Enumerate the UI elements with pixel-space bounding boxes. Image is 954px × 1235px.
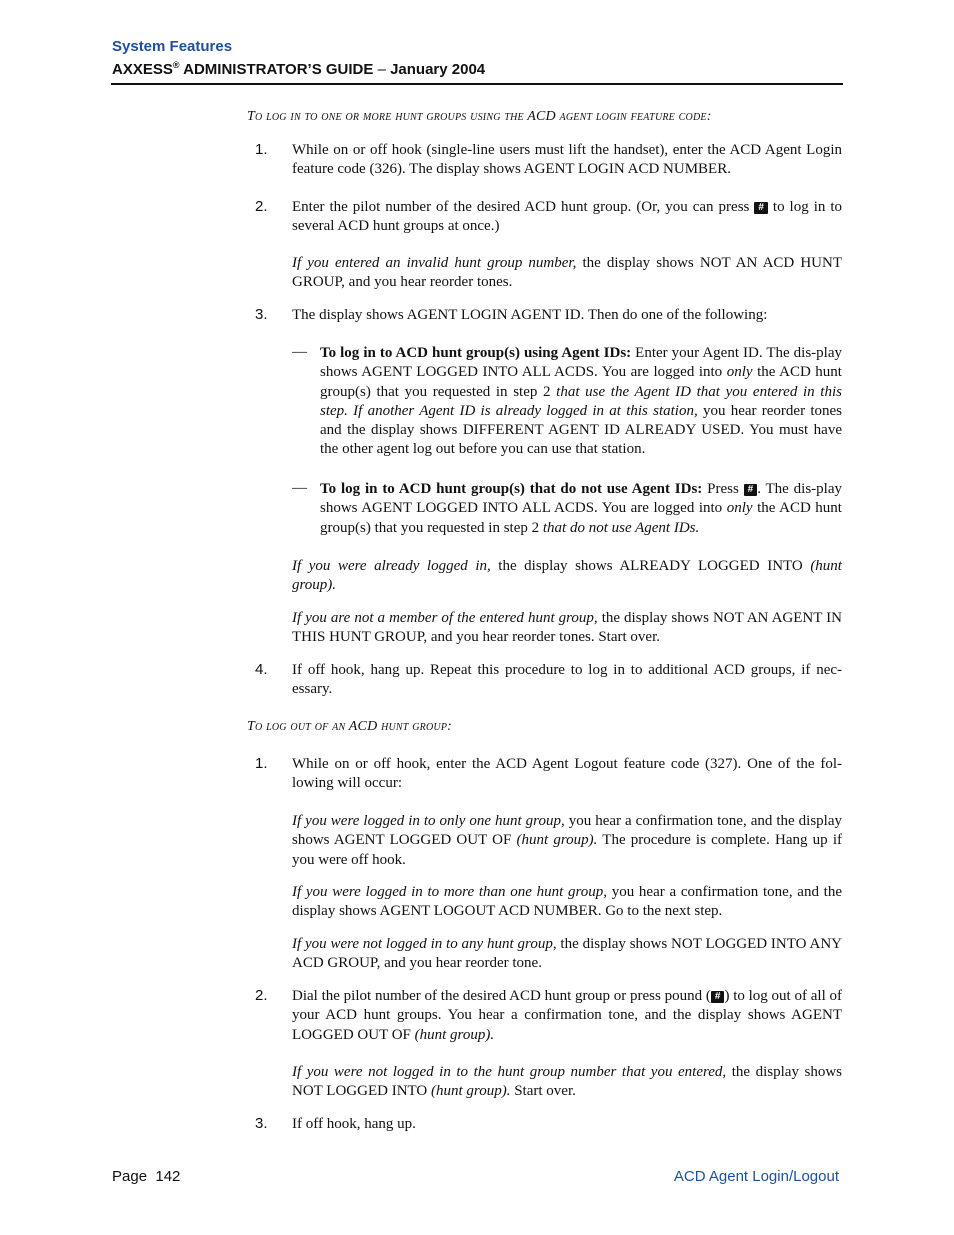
login-step-2-note-text: the display shows NOT AN ACD HUNT GROUP, and you hear reorder tones.: [292, 255, 843, 291]
logout-step-2-note: [292, 1063, 842, 1102]
logout-step-2-number: 2.: [255, 987, 268, 1004]
login-note-already: [292, 557, 842, 596]
pound-key-icon: #: [744, 484, 758, 496]
pound-key-icon: #: [711, 991, 725, 1003]
option-2-em2: that do not use Agent IDs.: [542, 519, 700, 536]
header-rule: [111, 83, 843, 85]
logout-note-multiple-em: If you were logged in to more than one hunt group,: [292, 884, 607, 900]
option-2-em1: only: [726, 500, 753, 517]
option-2-t3: the ACD hunt group(s) that you requested in step 2: [320, 500, 842, 536]
option-2-dash: —: [292, 480, 307, 496]
registered-mark: ®: [172, 60, 180, 70]
logout-note-one-group-em: If you were logged in to only one hunt group,: [292, 813, 565, 829]
login-step-3-text: The display shows AGENT LOGIN AGENT ID. Then do one of the following:: [292, 307, 768, 323]
login-note-already-text: the display shows ALREADY LOGGED INTO: [490, 558, 811, 574]
guide-date: January 2004: [385, 61, 486, 78]
option-1-dash: —: [292, 344, 307, 360]
logout-step-3-text: If off hook, hang up.: [292, 1116, 416, 1132]
logout-note-none-em: If you were not logged in to any hunt group,: [292, 936, 557, 952]
logout-heading: To log out of an ACD hunt group:: [247, 719, 452, 734]
login-step-2-number: 2.: [255, 198, 268, 215]
page-number: Page 142: [112, 1168, 181, 1185]
logout-note-one-group: [292, 812, 842, 870]
logout-note-multiple-text: you hear a confirmation tone, and the display shows AGENT LOGOUT ACD NUMBER. Go to the next step.: [292, 884, 842, 920]
logout-step-3-number: 3.: [255, 1115, 268, 1132]
logout-step-2-text-b: ) to log out of all of your ACD hunt groups. You hear a confirmation tone, and the display shows AGENT LOGGED OUT OF: [292, 988, 843, 1043]
login-step-2-text-a: Enter the pilot number of the desired ACD hunt group. (Or, you can press: [292, 199, 755, 215]
login-step-2-note-em: If you entered an invalid hunt group number,: [292, 255, 577, 271]
option-2-bold: To log in to ACD hunt group(s) that do not use Agent IDs:: [320, 481, 703, 497]
login-step-4-text: If off hook, hang up. Repeat this procedure to log in to additional ACD groups, if nec-essary.: [292, 662, 842, 698]
logout-step-2-em: (hunt group).: [414, 1026, 495, 1043]
login-step-2-text: [292, 198, 842, 237]
guide-dash: –: [377, 61, 386, 78]
logout-step-2-note-em: If you were not logged in to the hunt group number that you entered,: [292, 1064, 727, 1080]
guide-prefix: AXXESS: [112, 61, 173, 78]
guide-name: ADMINISTRATOR’S GUIDE: [179, 61, 378, 78]
logout-note-one-group-tail: The procedure is complete. Hang up if you were off hook.: [292, 832, 842, 868]
logout-note-none: [292, 935, 842, 974]
login-note-already-em2: (hunt group).: [292, 558, 842, 594]
chapter-title: ACD Agent Login/Logout: [673, 1168, 839, 1185]
login-step-4-number: 4.: [255, 661, 268, 678]
option-2-t2: . The dis-play shows AGENT LOGGED INTO ALL ACDS. You are logged into: [320, 481, 843, 517]
pound-key-icon: #: [754, 202, 768, 214]
logout-step-1-number: 1.: [255, 755, 268, 772]
login-step-1-number: 1.: [255, 141, 268, 158]
login-note-not-member-em: If you are not a member of the entered hunt group,: [292, 610, 598, 626]
login-note-not-member-text: the display shows NOT AN AGENT IN THIS HUNT GROUP, and you hear reorder tones. Start over.: [292, 610, 842, 646]
logout-note-none-text: the display shows NOT LOGGED INTO ANY ACD GROUP, and you hear reorder tone.: [292, 936, 842, 972]
option-1-t2: the ACD hunt group(s) that you requested in step 2: [320, 364, 842, 400]
login-step-1-text: While on or off hook (single-line users must lift the handset), enter the ACD Agent Login feature code (326). The display shows AGENT LOGIN ACD NUMBER.: [292, 142, 842, 178]
section-title: System Features: [112, 38, 233, 55]
option-1-bold: To log in to ACD hunt group(s) using Agent IDs:: [320, 345, 632, 361]
logout-step-2-note-tail: Start over.: [510, 1083, 576, 1100]
option-1-t3: you hear reorder tones and the display shows DIFFERENT AGENT ID ALREADY USED. You must have the other agent log out before you can use that station.: [320, 402, 842, 458]
login-note-not-member: [292, 609, 842, 648]
login-note-already-em: If you were already logged in,: [292, 558, 491, 574]
login-heading: To log in to one or more hunt groups using the ACD agent login feature code:: [247, 109, 712, 124]
login-step-2-text-b: to log in to several ACD hunt groups at once.): [292, 199, 843, 235]
logout-step-2-note-em2: (hunt group).: [431, 1083, 511, 1100]
option-2-text: [320, 480, 842, 538]
option-1-em1: only: [726, 364, 753, 381]
logout-note-one-group-em2: (hunt group).: [516, 832, 598, 849]
logout-step-2-note-text: the display shows NOT LOGGED INTO: [292, 1064, 843, 1100]
login-step-2-note: [292, 254, 842, 293]
logout-note-one-group-text: you hear a confirmation tone, and the display shows AGENT LOGGED OUT OF: [292, 813, 842, 849]
option-1-text: [320, 344, 842, 460]
logout-step-2-text: [292, 987, 842, 1045]
option-1-t1: Enter your Agent ID. The dis-play shows AGENT LOGGED INTO ALL ACDS. You are logged into: [320, 345, 842, 381]
login-step-3-number: 3.: [255, 306, 268, 323]
logout-step-1-text: While on or off hook, enter the ACD Agent Logout feature code (327). One of the fol-lowing will occur:: [292, 756, 842, 792]
logout-note-multiple: [292, 883, 842, 922]
logout-step-2-text-a: Dial the pilot number of the desired ACD hunt group or press pound (: [292, 988, 711, 1004]
option-2-t1: Press: [702, 481, 744, 497]
guide-title: [112, 60, 485, 78]
option-1-em2: that use the Agent ID that you entered in this step. If another Agent ID is already logged in at this station,: [320, 383, 842, 419]
